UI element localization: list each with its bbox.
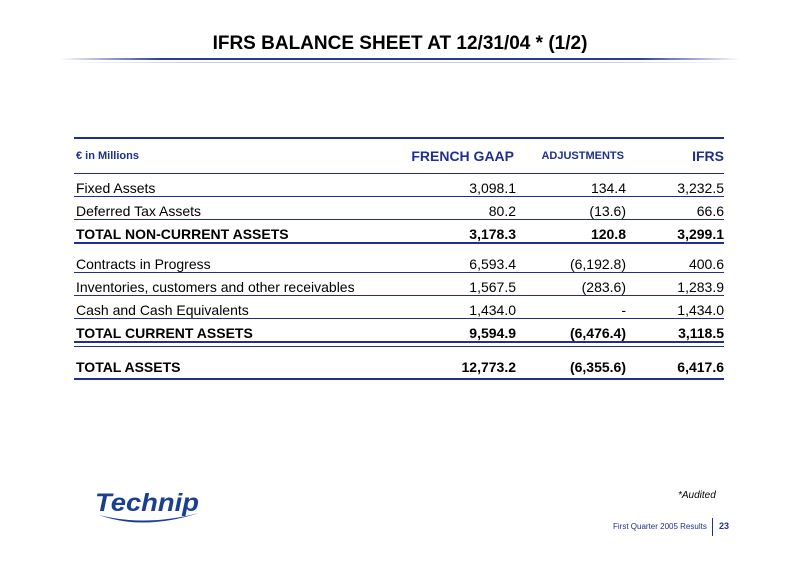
- row-ifrs: 1,434.0: [677, 302, 724, 318]
- row-adjustments: (6,476.4): [569, 325, 626, 341]
- page-number: 23: [719, 521, 730, 531]
- row-adjustments: (6,355.6): [569, 359, 626, 375]
- row-adjustments: (13.6): [589, 203, 626, 219]
- row-label: TOTAL CURRENT ASSETS: [76, 325, 253, 341]
- row-adjustments: (6,192.8): [569, 256, 626, 272]
- row-ifrs: 400.6: [688, 256, 724, 272]
- title-divider-shadow: [60, 62, 740, 63]
- row-adjustments: 134.4: [590, 180, 626, 196]
- page-title: IFRS BALANCE SHEET AT 12/31/04 * (1/2): [212, 33, 588, 54]
- table-grand-total-row: [74, 353, 724, 375]
- row-ifrs: 1,283.9: [677, 279, 724, 295]
- header-ifrs: IFRS: [692, 148, 724, 164]
- table-header-row: [74, 139, 724, 173]
- footer-divider: [712, 518, 713, 536]
- row-label: Deferred Tax Assets: [76, 203, 202, 219]
- row-label: Fixed Assets: [76, 180, 156, 196]
- row-french-gaap: 3,098.1: [469, 180, 516, 196]
- table-total-row: [74, 319, 724, 341]
- table-row: [74, 197, 724, 219]
- table-row: [74, 250, 724, 272]
- header-french-gaap: FRENCH GAAP: [411, 148, 514, 164]
- row-french-gaap: 1,434.0: [469, 302, 516, 318]
- row-ifrs: 3,118.5: [678, 325, 724, 341]
- row-label: TOTAL NON-CURRENT ASSETS: [76, 226, 289, 242]
- audited-footnote: *Audited: [678, 490, 716, 501]
- row-ifrs: 3,299.1: [677, 226, 724, 242]
- row-french-gaap: 12,773.2: [461, 359, 516, 375]
- row-french-gaap: 6,593.4: [469, 256, 516, 272]
- header-adjustments: ADJUSTMENTS: [541, 150, 624, 162]
- table-bottom-rule: [74, 378, 724, 380]
- row-french-gaap: 3,178.3: [469, 226, 516, 242]
- technip-logo: [93, 487, 203, 533]
- footer-caption: First Quarter 2005 Results: [613, 522, 707, 531]
- currency-unit-label: € in Millions: [76, 150, 139, 162]
- table-row: [74, 273, 724, 295]
- row-label: TOTAL ASSETS: [76, 359, 181, 375]
- table-row: [74, 296, 724, 318]
- row-adjustments: (283.6): [581, 279, 626, 295]
- row-french-gaap: 1,567.5: [469, 279, 516, 295]
- row-label: Cash and Cash Equivalents: [76, 302, 249, 318]
- balance-sheet-table: [74, 137, 724, 380]
- title-divider: [60, 58, 740, 60]
- logo-wordmark: Technip: [95, 489, 199, 517]
- row-adjustments: 120.8: [590, 226, 626, 242]
- row-adjustments: -: [621, 302, 626, 318]
- row-ifrs: 66.6: [696, 203, 724, 219]
- row-ifrs: 6,417.6: [677, 359, 724, 375]
- row-ifrs: 3,232.5: [677, 180, 724, 196]
- row-label: Inventories, customers and other receivables: [76, 279, 355, 295]
- row-label: Contracts in Progress: [76, 256, 211, 272]
- row-french-gaap: 9,594.9: [469, 325, 516, 341]
- table-total-row: [74, 220, 724, 242]
- row-french-gaap: 80.2: [488, 203, 516, 219]
- table-row: [74, 174, 724, 196]
